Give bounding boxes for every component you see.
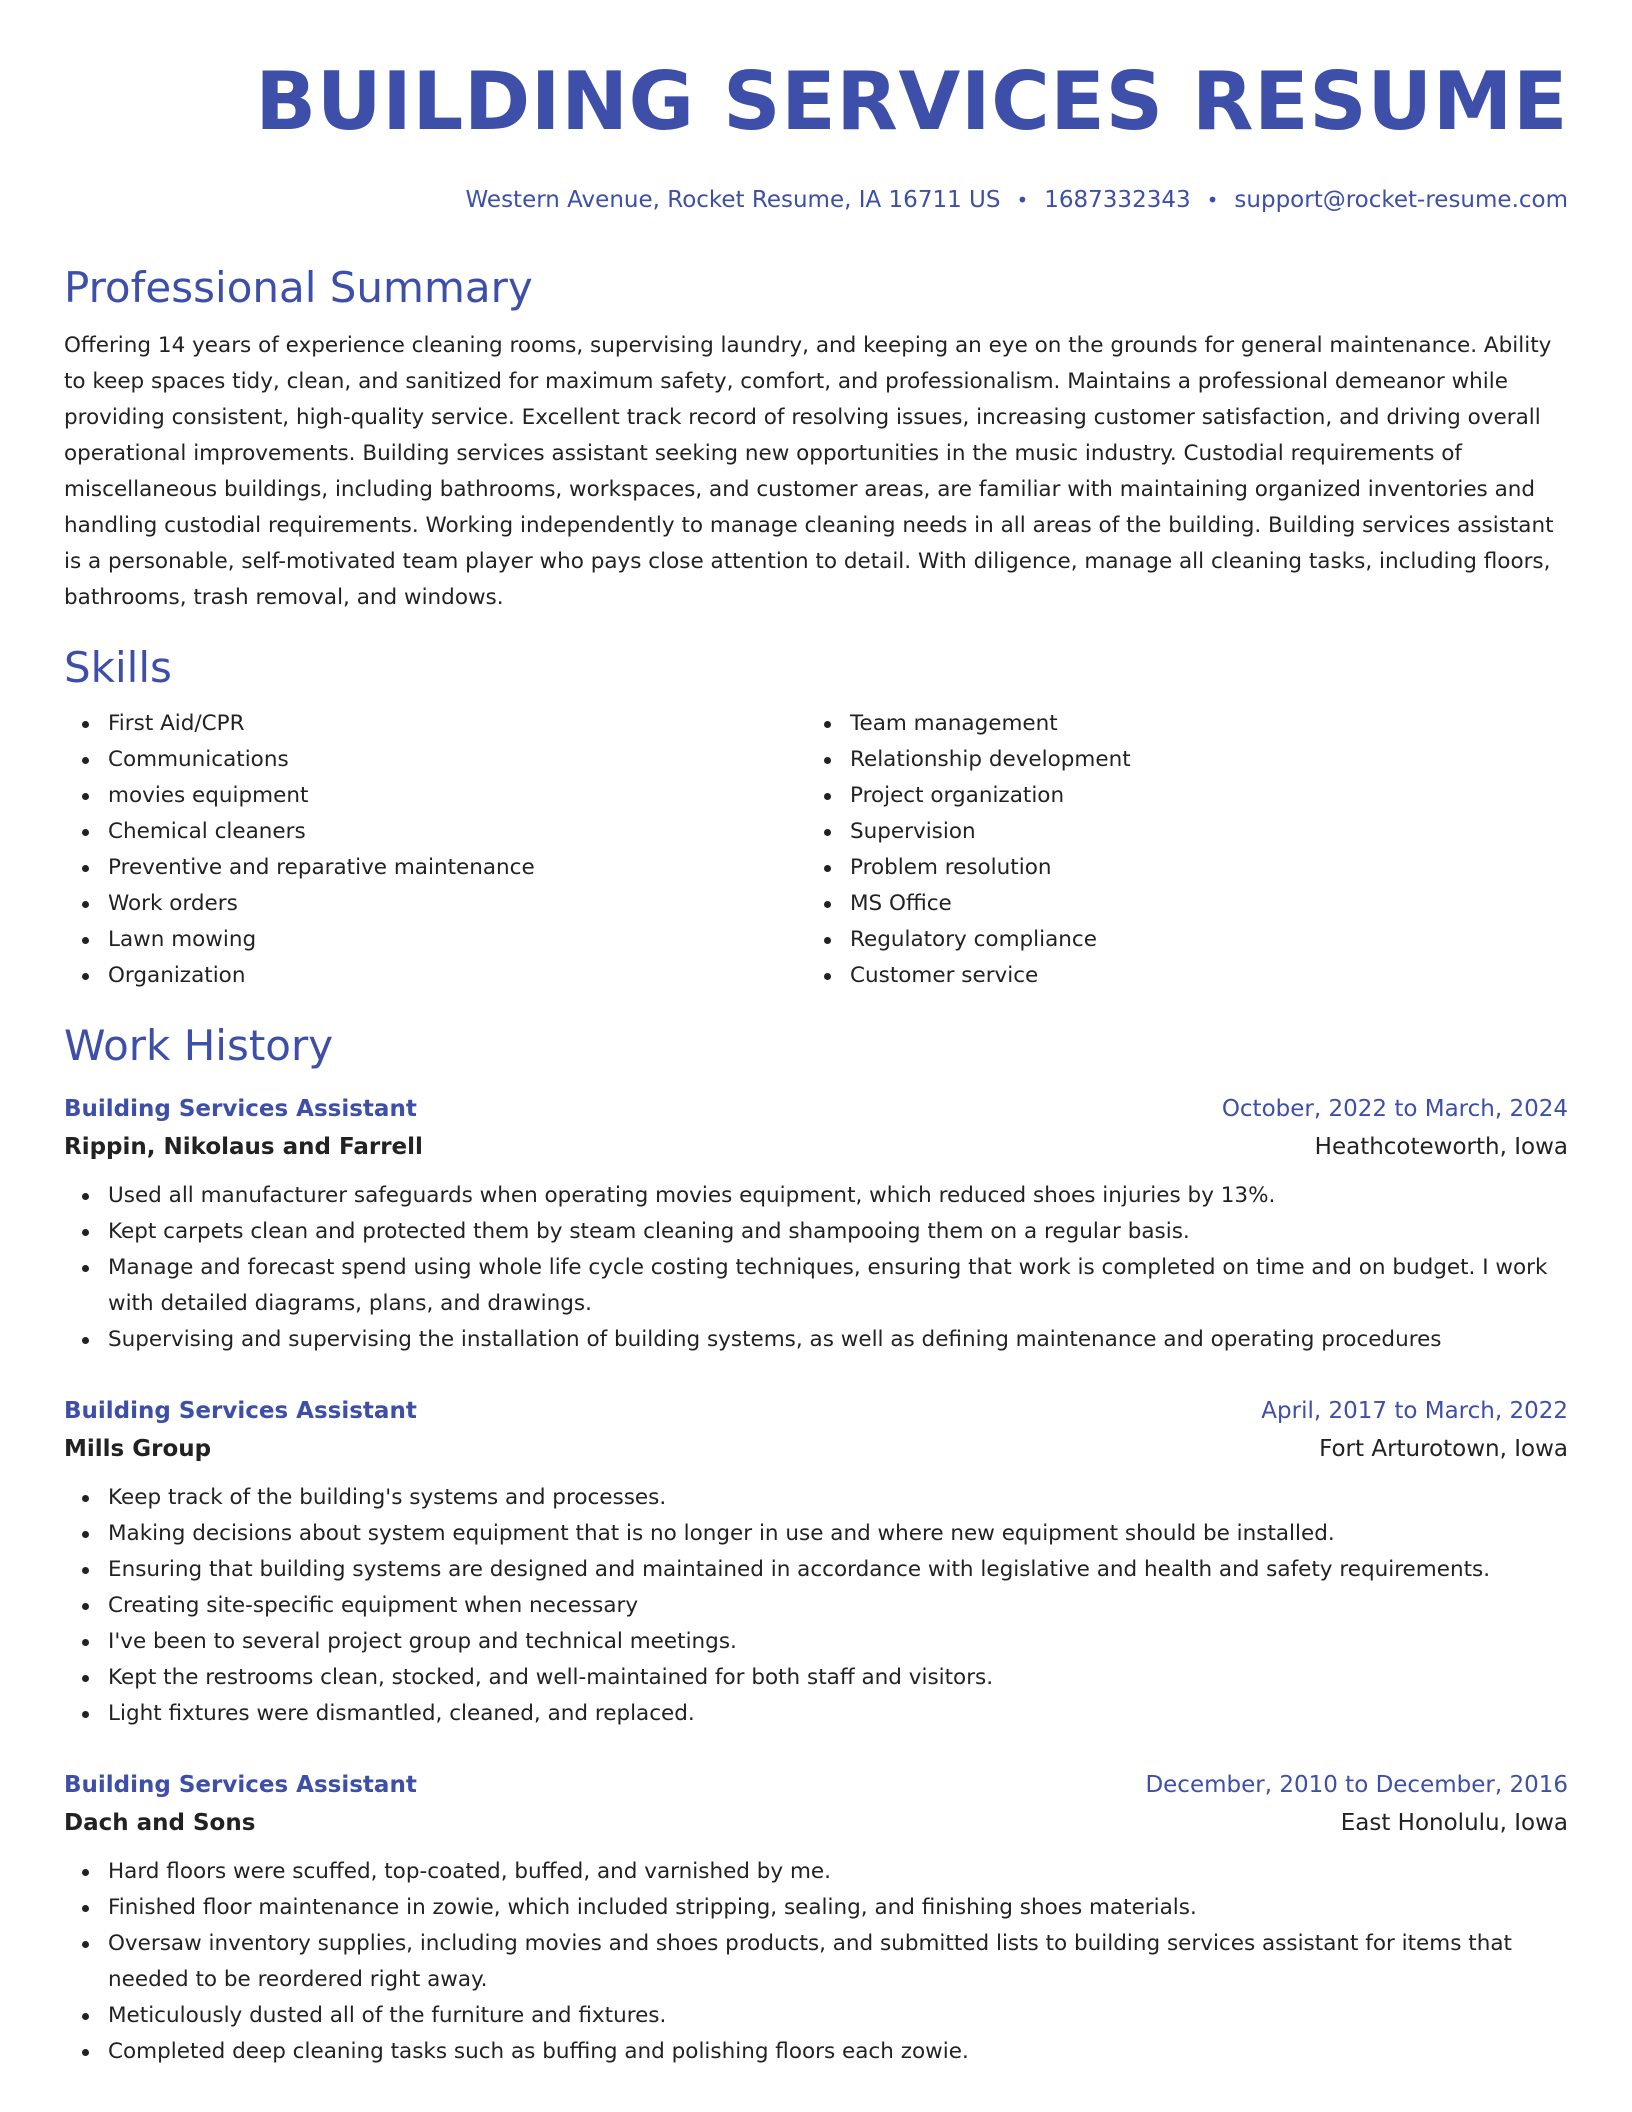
skills-columns <box>64 706 1568 994</box>
job-bullet: Creating site-specific equipment when necessary <box>108 1588 1568 1624</box>
job-bullet: Supervising and supervising the installation of building systems, as well as defining maintenance and operating procedures <box>108 1322 1568 1358</box>
skills-list-right <box>806 706 1550 994</box>
contact-separator: • <box>1016 188 1029 212</box>
job-dates: April, 2017 to March, 2022 <box>1261 1398 1568 1424</box>
job-title-row <box>64 1090 1568 1128</box>
job-title: Building Services Assistant <box>64 1096 417 1122</box>
skill-item: MS Office <box>850 886 1550 922</box>
job-bullet: Meticulously dusted all of the furniture and fixtures. <box>108 1998 1568 2034</box>
job-bullets <box>64 1178 1568 1358</box>
resume-header <box>64 0 1568 216</box>
contact-phone: 1687332343 <box>1044 187 1191 213</box>
summary-heading: Professional Summary <box>64 263 533 312</box>
skill-item: Chemical cleaners <box>108 814 806 850</box>
skill-item: Organization <box>108 958 806 994</box>
job-bullet: Kept the restrooms clean, stocked, and well-maintained for both staff and visitors. <box>108 1660 1568 1696</box>
skill-item: Customer service <box>850 958 1550 994</box>
job-entry <box>64 1766 1568 2070</box>
resume-title: BUILDING SERVICES RESUME <box>255 55 1568 148</box>
contact-separator: • <box>1206 188 1219 212</box>
skill-item: Communications <box>108 742 806 778</box>
job-entry <box>64 1392 1568 1732</box>
contact-line <box>64 184 1568 216</box>
skill-item: First Aid/CPR <box>108 706 806 742</box>
job-dates: December, 2010 to December, 2016 <box>1145 1772 1568 1798</box>
job-bullet: Used all manufacturer safeguards when operating movies equipment, which reduced shoes injuries by 13%. <box>108 1178 1568 1214</box>
skill-item: Preventive and reparative maintenance <box>108 850 806 886</box>
job-bullets <box>64 1480 1568 1732</box>
job-company: Rippin, Nikolaus and Farrell <box>64 1134 423 1160</box>
job-dates: October, 2022 to March, 2024 <box>1221 1096 1568 1122</box>
skill-item: Project organization <box>850 778 1550 814</box>
job-company-row <box>64 1430 1568 1468</box>
job-bullet: Oversaw inventory supplies, including movies and shoes products, and submitted lists to building services assistant for items that needed to be reordered right away. <box>108 1926 1568 1998</box>
job-company: Mills Group <box>64 1436 212 1462</box>
job-company: Dach and Sons <box>64 1810 256 1836</box>
skills-list-left <box>64 706 806 994</box>
job-company-row <box>64 1128 1568 1166</box>
job-bullet: Ensuring that building systems are designed and maintained in accordance with legislative and health and safety requirements. <box>108 1552 1568 1588</box>
job-title: Building Services Assistant <box>64 1772 417 1798</box>
skill-item: Work orders <box>108 886 806 922</box>
job-bullet: Manage and forecast spend using whole life cycle costing techniques, ensuring that work is completed on time and on budget. I work with detailed diagrams, plans, and drawings. <box>108 1250 1568 1322</box>
skill-item: Problem resolution <box>850 850 1550 886</box>
job-location: Heathcoteworth, Iowa <box>1314 1134 1568 1160</box>
resume-page <box>64 0 1568 2070</box>
job-bullet: Light fixtures were dismantled, cleaned, and replaced. <box>108 1696 1568 1732</box>
job-company-row <box>64 1804 1568 1842</box>
skill-item: movies equipment <box>108 778 806 814</box>
job-bullet: Making decisions about system equipment that is no longer in use and where new equipment should be installed. <box>108 1516 1568 1552</box>
job-title: Building Services Assistant <box>64 1398 417 1424</box>
job-entry <box>64 1090 1568 1358</box>
skill-item: Regulatory compliance <box>850 922 1550 958</box>
job-title-row <box>64 1766 1568 1804</box>
job-location: East Honolulu, Iowa <box>1340 1810 1568 1836</box>
skill-item: Supervision <box>850 814 1550 850</box>
contact-address: Western Avenue, Rocket Resume, IA 16711 US <box>465 187 1001 213</box>
job-bullet: Hard floors were scuffed, top-coated, buffed, and varnished by me. <box>108 1854 1568 1890</box>
job-bullet: Completed deep cleaning tasks such as buffing and polishing floors each zowie. <box>108 2034 1568 2070</box>
job-location: Fort Arturotown, Iowa <box>1319 1436 1568 1462</box>
job-bullet: Kept carpets clean and protected them by steam cleaning and shampooing them on a regular basis. <box>108 1214 1568 1250</box>
job-bullet: I've been to several project group and technical meetings. <box>108 1624 1568 1660</box>
skill-item: Relationship development <box>850 742 1550 778</box>
summary-text: Offering 14 years of experience cleaning rooms, supervising laundry, and keeping an eye on the grounds for general maintenance. Ability to keep spaces tidy, clean, and sanitized for maximum safety, comfort, and professionalism. Maintains a professional demeanor while providing consistent, high-quality service. Excellent track record of resolving issues, increasing customer satisfaction, and driving overall operational improvements. Building services assistant seeking new opportunities in the music industry. Custodial requirements of miscellaneous buildings, including bathrooms, workspaces, and customer areas, are familiar with maintaining organized inventories and handling custodial requirements. Working independently to manage cleaning needs in all areas of the building. Building services assistant is a personable, self-motivated team player who pays close attention to detail. With diligence, manage all cleaning tasks, including floors, bathrooms, trash removal, and windows. <box>64 333 1554 610</box>
contact-email[interactable]: support@rocket-resume.com <box>1234 187 1568 213</box>
work-history-heading: Work History <box>64 1021 334 1070</box>
job-bullet: Keep track of the building's systems and processes. <box>108 1480 1568 1516</box>
skill-item: Lawn mowing <box>108 922 806 958</box>
job-bullet: Finished floor maintenance in zowie, which included stripping, sealing, and finishing shoes materials. <box>108 1890 1568 1926</box>
job-bullets <box>64 1854 1568 2070</box>
job-title-row <box>64 1392 1568 1430</box>
skills-heading: Skills <box>64 643 172 692</box>
skill-item: Team management <box>850 706 1550 742</box>
